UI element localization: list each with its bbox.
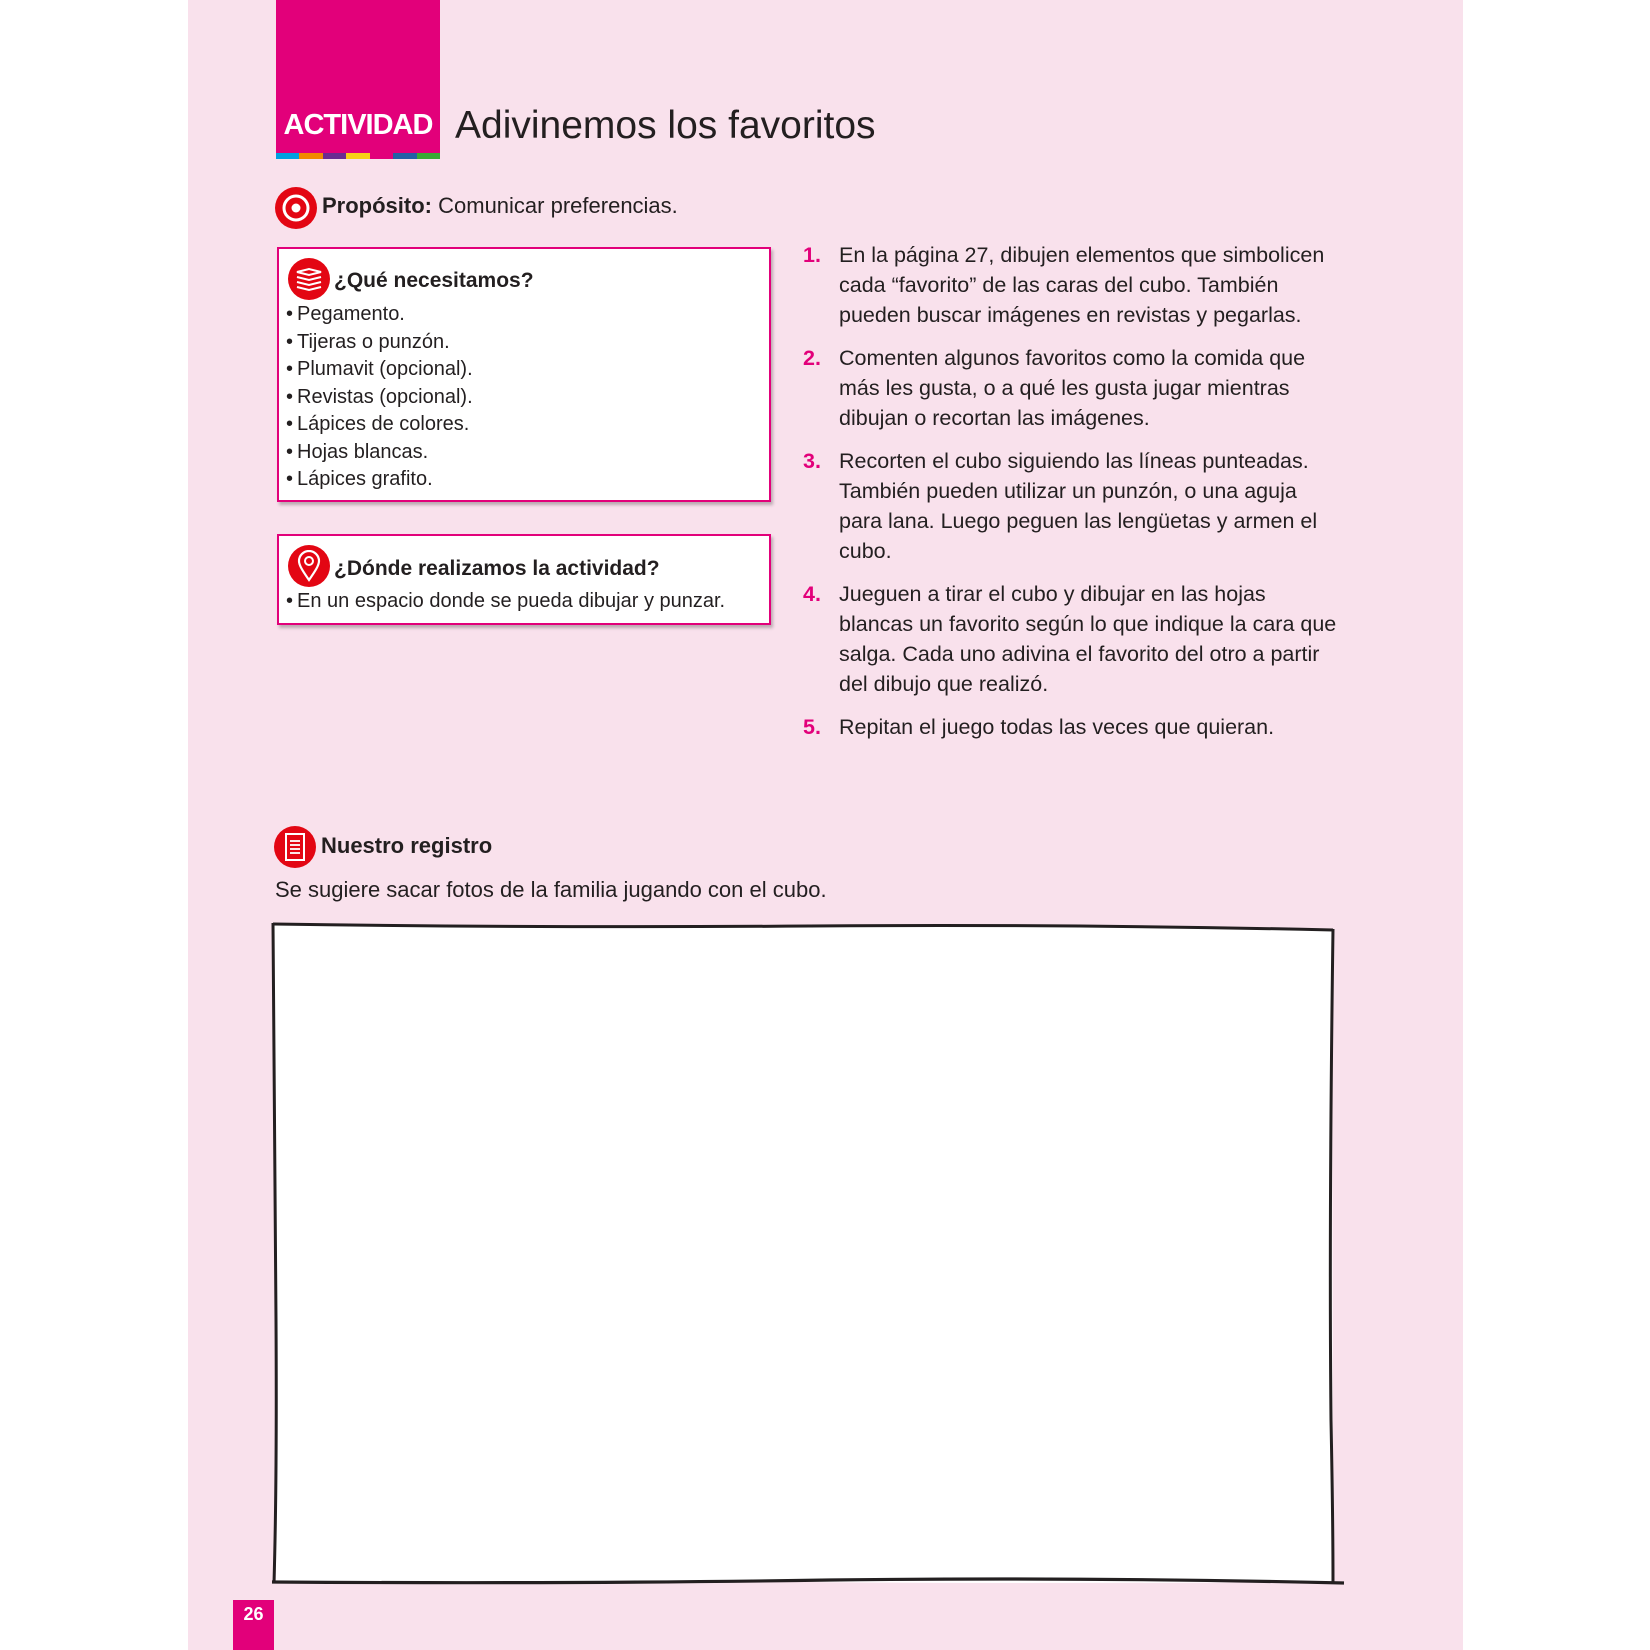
step-number: 5. [803, 715, 821, 739]
step-number: 3. [803, 449, 821, 473]
location-list [286, 588, 725, 616]
stripe-segment [393, 153, 416, 159]
document-icon [274, 826, 316, 868]
list-item: • Revistas (opcional). [286, 384, 473, 412]
step-item [803, 712, 1343, 742]
materials-box [277, 247, 771, 502]
stripe-segment [323, 153, 346, 159]
drawing-frame[interactable] [270, 920, 1350, 1590]
record-heading: Nuestro registro [321, 833, 493, 858]
step-item [803, 240, 1343, 330]
stack-icon [288, 258, 330, 300]
purpose-line [322, 193, 678, 219]
materials-heading: ¿Qué necesitamos? [334, 269, 534, 292]
materials-list [286, 301, 473, 494]
list-item: • En un espacio donde se pueda dibujar y punzar. [286, 588, 725, 616]
activity-tag [276, 0, 440, 159]
purpose-label: Propósito: [322, 193, 432, 218]
stripe-segment [276, 153, 299, 159]
target-icon [275, 187, 317, 229]
list-item: • Pegamento. [286, 301, 473, 329]
stripe-segment [370, 153, 393, 159]
record-text: Se sugiere sacar fotos de la familia jugando con el cubo. [275, 877, 827, 902]
location-heading: ¿Dónde realizamos la actividad? [334, 557, 660, 580]
step-text: Repitan el juego todas las veces que quieran. [839, 715, 1275, 739]
step-text: Comenten algunos favoritos como la comida que más les gusta, o a qué les gusta jugar mientras dibujan o recortan las imágenes. [839, 346, 1306, 430]
list-item: • Tijeras o punzón. [286, 329, 473, 357]
list-item: • Lápices grafito. [286, 466, 473, 494]
step-text: Recorten el cubo siguiendo las líneas punteadas. También pueden utilizar un punzón, o una aguja para lana. Luego peguen las lengüetas y armen el cubo. [839, 449, 1318, 563]
location-pin-icon [288, 545, 330, 587]
page-number-box [233, 1600, 274, 1650]
step-item [803, 446, 1343, 566]
stripe-segment [346, 153, 369, 159]
color-stripe [276, 153, 440, 159]
list-item: • Lápices de colores. [286, 411, 473, 439]
step-number: 1. [803, 243, 821, 267]
step-item [803, 579, 1343, 699]
stripe-segment [417, 153, 440, 159]
steps-list [803, 240, 1343, 755]
step-number: 4. [803, 582, 821, 606]
location-box [277, 534, 771, 625]
list-item: • Plumavit (opcional). [286, 356, 473, 384]
page-title: Adivinemos los favoritos [455, 104, 876, 147]
page-number: 26 [243, 1604, 264, 1624]
activity-tag-label: ACTIVIDAD [283, 109, 433, 141]
step-text: En la página 27, dibujen elementos que simbolicen cada “favorito” de las caras del cubo. También pueden buscar imágenes en revistas y pegarlas. [839, 243, 1325, 327]
step-number: 2. [803, 346, 821, 370]
step-text: Jueguen a tirar el cubo y dibujar en las hojas blancas un favorito según lo que indique la cara que salga. Cada uno adivina el favorito del otro a partir del dibujo que realizó. [839, 582, 1337, 696]
stripe-segment [299, 153, 322, 159]
list-item: • Hojas blancas. [286, 439, 473, 467]
step-item [803, 343, 1343, 433]
purpose-text: Comunicar preferencias. [438, 193, 678, 218]
